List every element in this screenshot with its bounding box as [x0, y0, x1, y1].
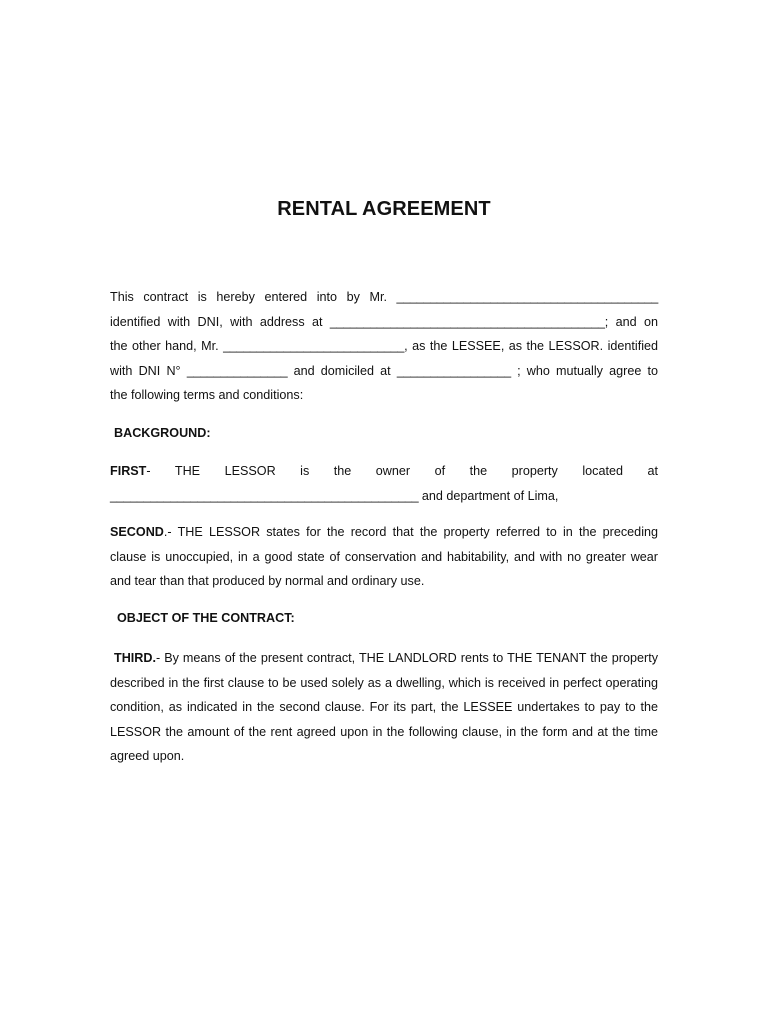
intro-paragraph [110, 285, 658, 408]
third-clause-text: - By means of the present contract, THE LANDLORD rents to THE TENANT the property described in the first clause to be used solely as a dwelling, which is received in perfect operating condition, as indicated in the second clause. For its part, the LESSEE undertakes to pay to the LESSOR the amount of the rent agreed upon in the following clause, in the form and at the time agreed upon. [110, 651, 658, 763]
second-clause [110, 520, 658, 594]
address-blank: _________________________________________ [329, 314, 605, 329]
second-clause-label: SECOND [110, 525, 164, 539]
background-heading: BACKGROUND: [114, 426, 211, 440]
first-clause-line-1: FIRST- THE LESSOR is the owner of the property located at [110, 464, 658, 478]
intro-line-1: This contract is hereby entered into by Mr. _______________________________________ [110, 290, 659, 304]
first-clause-line-2: ______________________________________________ and department of Lima, [110, 488, 559, 503]
intro-line-3: the other hand, Mr. ___________________________, as the LESSEE, as the LESSOR. identified [110, 339, 658, 353]
property-location-blank: ______________________________________________ [110, 488, 419, 503]
third-clause [110, 646, 658, 769]
name-blank-1: _______________________________________ [396, 290, 659, 304]
intro-line-2: identified with DNI, with address at _________________________________________; and on [110, 314, 658, 329]
name-blank-2: ___________________________ [223, 339, 405, 353]
first-clause [110, 459, 658, 508]
first-clause-label: FIRST [110, 464, 147, 478]
intro-line-5: the following terms and conditions: [110, 388, 304, 402]
object-heading: OBJECT OF THE CONTRACT: [117, 611, 295, 625]
document-title: RENTAL AGREEMENT [277, 198, 491, 220]
second-clause-text: .- THE LESSOR states for the record that the property referred to in the preceding clause is unoccupied, in a good state of conservation and habitability, and with no greater wear and tear than that produced by normal and ordinary use. [110, 525, 658, 588]
dni-blank: _______________ [186, 363, 288, 378]
third-clause-label: THIRD. [114, 651, 156, 665]
domicile-blank: _________________ [396, 363, 511, 378]
intro-line-4: with DNI N° _______________ and domiciled at _________________ ; who mutually agree to [110, 363, 659, 378]
